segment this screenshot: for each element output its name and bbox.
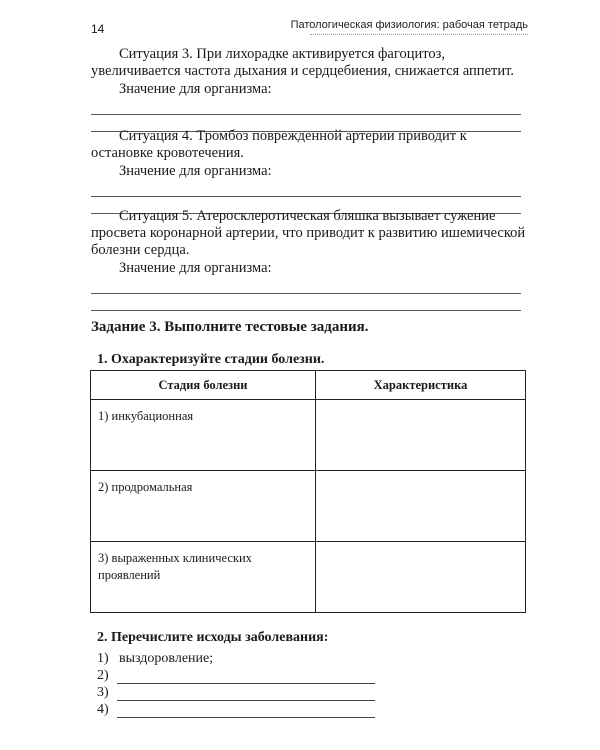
characteristic-cell[interactable] [316, 400, 526, 471]
stage-cell: 3) выраженных клинических проявлений [91, 542, 316, 613]
task-heading: Задание 3. Выполните тестовые задания. [91, 319, 369, 335]
situation-text: Ситуация 5. Атеросклеротическая бляшка вызывает сужение просвета коронарной артерии, что приводит к развитию ишемической болезни сердца. [91, 208, 526, 258]
list-item [97, 701, 375, 718]
characteristic-cell[interactable] [316, 542, 526, 613]
meaning-label: Значение для организма: [119, 260, 272, 276]
table-row [91, 471, 526, 542]
situation-3 [91, 46, 528, 132]
situation-4 [91, 128, 528, 214]
outcome-number: 1) [97, 651, 109, 666]
outcome-number: 2) [97, 668, 109, 683]
header-rule [310, 34, 528, 35]
answer-line[interactable] [91, 98, 521, 115]
stages-table [90, 370, 526, 613]
stage-cell: 1) инкубационная [91, 400, 316, 471]
table-row [91, 542, 526, 613]
stage-cell: 2) продромальная [91, 471, 316, 542]
answer-line[interactable] [117, 670, 375, 684]
list-item [97, 650, 375, 667]
answer-line[interactable] [91, 277, 521, 294]
situation-text: Ситуация 4. Тромбоз поврежденной артерии приводит к остановке кровотечения. [91, 128, 467, 161]
answer-line[interactable] [117, 687, 375, 701]
outcome-number: 3) [97, 685, 109, 700]
answer-line[interactable] [91, 180, 521, 197]
column-header-characteristic: Характеристика [316, 371, 526, 400]
question1-heading: 1. Охарактеризуйте стадии болезни. [97, 352, 325, 367]
situation-text: Ситуация 3. При лихорадке активируется фагоцитоз, увеличивается частота дыхания и сердцебиения, снижается аппетит. [91, 46, 514, 79]
list-item [97, 667, 375, 684]
question2-heading: 2. Перечислите исходы заболевания: [97, 630, 329, 645]
outcome-number: 4) [97, 702, 109, 717]
running-title: Патологическая физиология: рабочая тетрадь [290, 19, 528, 31]
situation-5 [91, 208, 528, 311]
meaning-label: Значение для организма: [119, 163, 272, 179]
answer-line[interactable] [91, 294, 521, 311]
page-number: 14 [91, 22, 105, 36]
characteristic-cell[interactable] [316, 471, 526, 542]
answer-line[interactable] [117, 704, 375, 718]
list-item [97, 684, 375, 701]
outcome-text: выздоровление; [119, 651, 214, 666]
meaning-label: Значение для организма: [119, 81, 272, 97]
outcomes-list [97, 650, 375, 718]
column-header-stage: Стадия болезни [91, 371, 316, 400]
table-row [91, 400, 526, 471]
